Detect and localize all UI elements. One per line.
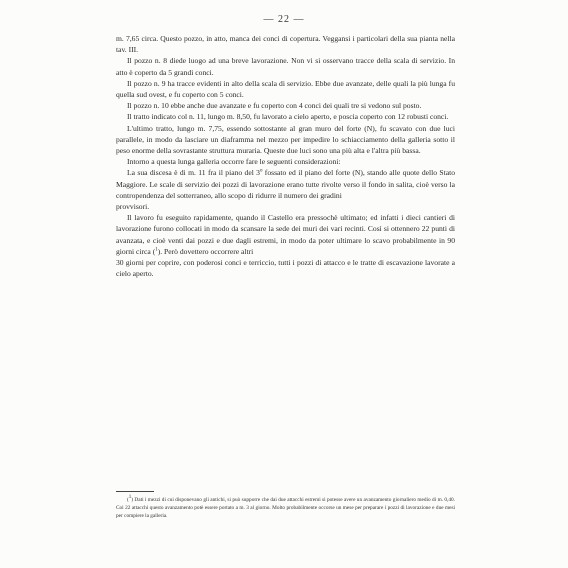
footnote-paragraph [116,497,455,520]
paragraph-text: fossato ed il piano del forte (N), stando alle quote dello Stato Maggiore. Le scale di servizio dei pozzi di lavorazione erano tutte rivolte verso il fondo in salita, cioè verso la contropendenza del sotterraneo, allo scopo di ridurre il numero dei gradini [116,168,455,200]
footnote-marker-close: ) [131,497,134,503]
paragraph: Intorno a questa lunga galleria occorre fare le seguenti considerazioni: [127,157,341,167]
footnote [116,497,455,520]
paragraph-text: ). Però dovettero occorrere altri [157,246,254,256]
footnote-reference[interactable]: 1 [155,247,158,253]
footnote-marker-open: ( [127,497,129,503]
paragraph-text: Il lavoro fu eseguito rapidamente, quando il Castello era pressochè ultimato; ed infatti i dieci cantieri di lavorazione furono collocati in modo da scansare la sede dei muri dei vari recinti. Così si ottennero 22 punti di avanzata, e cioè venti dai pozzi e due dagli estremi, in modo da poter ultimare lo scavo probabilmente in 90 giorni circa [116,213,455,256]
page-number: — 22 — [263,14,305,25]
paragraph: Il tratto indicato col n. 11, lungo m. 8,50, fu lavorato a cielo aperto, e poscia coperto con 12 robusti conci. [127,112,449,122]
footnote-text: Dati i mezzi di cui disponevano gli antichi, si può supporre che dai due attacchi estremi si potesse avere un avanzamento giornaliero medio di m. 0,40. Coi 22 attacchi questo avanzamento potè essere portato a m. 3 al giorno. Molto probabilmente occorse un mese per preparare i pozzi di lavorazione e due mesi per compiere la galleria. [116,497,455,519]
paragraph [116,212,455,257]
paragraph: provvisori. [116,202,150,212]
body-text [116,33,455,279]
footnote-marker: 1 [128,495,132,501]
paragraph: Il pozzo n. 8 diede luogo ad una breve lavorazione. Non vi si osservano tracce della scala di servizio. In atto è coperto da 5 grandi conci. [116,56,455,77]
paragraph: Il pozzo n. 10 ebbe anche due avanzate e fu coperto con 4 conci dei quali tre si vedono sul posto. [127,101,422,111]
footnote-divider [116,491,154,492]
footnote-ref-open: ( [150,246,156,256]
paragraph-text: La sua discesa è di m. 11 fra il piano del 3 [127,168,260,178]
paragraph: m. 7,65 circa. Questo pozzo, in atto, manca dei conci di copertura. Veggansi i particolari della sua pianta nella tav. III. [116,34,455,55]
paragraph: L'ultimo tratto, lungo m. 7,75, essendo sottostante al gran muro del forte (N), fu scavato con due luci parallele, in modo da lasciare un diaframma nel mezzo per impedire lo schiacciamento della galleria sotto il peso enorme della sovrastante struttura muraria. Queste due luci sono una più alta e l'altra più bassa. [116,123,455,156]
paragraph [116,167,455,201]
paragraph: Il pozzo n. 9 ha tracce evidenti in alto della scala di servizio. Ebbe due avanzate, delle quali la più lunga fu quella sud ovest, e fu coperto con 5 conci. [116,78,455,100]
superscript: o [259,168,263,174]
paragraph: 30 giorni per coprire, con poderosi conci e terriccio, tutti i pozzi di attacco e le tratte di escavazione lavorate a cielo aperto. [116,258,455,279]
